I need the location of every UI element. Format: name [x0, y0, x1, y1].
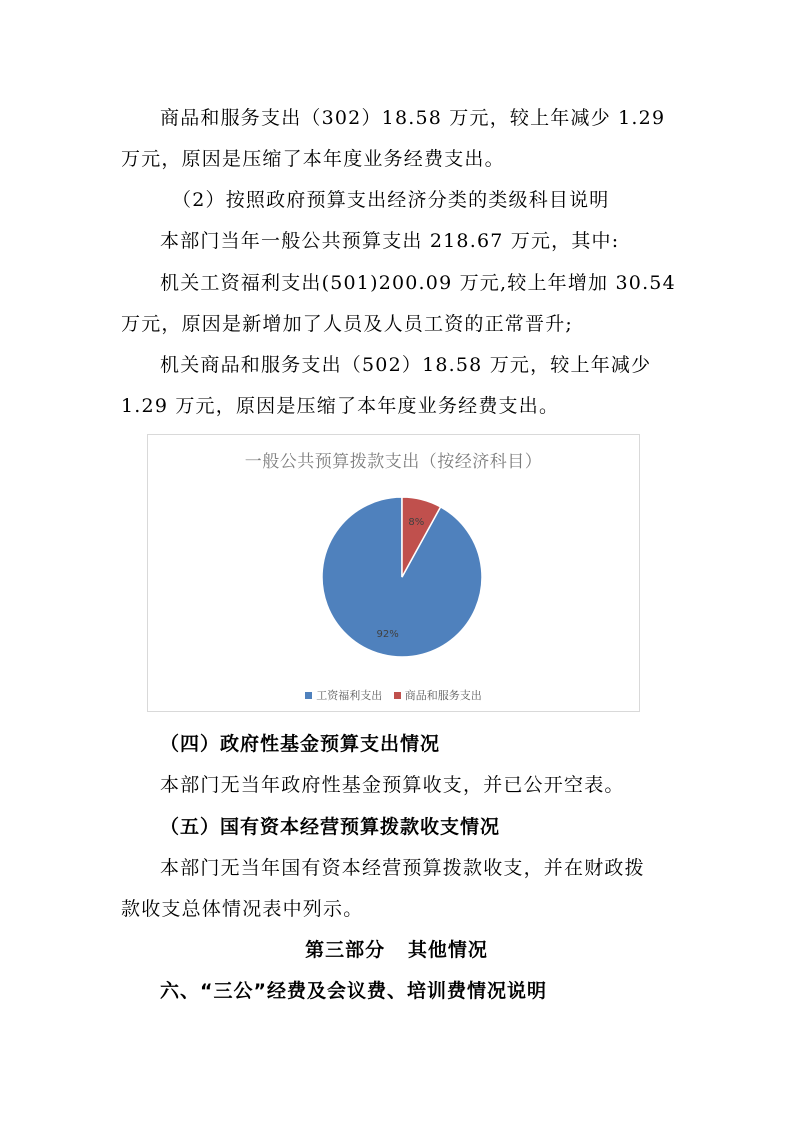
section4-heading: （四）政府性基金预算支出情况 — [160, 733, 441, 755]
legend-swatch-wages — [305, 692, 312, 699]
section5-body-line2: 款收支总体情况表中列示。 — [121, 898, 364, 920]
pie-label-goods: 8% — [408, 517, 425, 529]
p1-line2: 万元，原因是压缩了本年度业务经费支出。 — [121, 148, 505, 170]
section5-body-line1: 本部门无当年国有资本经营预算拨款收支，并在财政拨 — [160, 857, 645, 879]
pie-chart-plot — [148, 435, 639, 711]
p1-line1: 商品和服务支出（302）18.58 万元，较上年减少 1.29 — [160, 107, 666, 129]
p5-line2: 1.29 万元，原因是压缩了本年度业务经费支出。 — [121, 395, 560, 417]
legend-item-goods — [394, 687, 482, 703]
pie-label-wages: 92% — [376, 628, 399, 640]
legend-swatch-goods — [394, 692, 401, 699]
p3-line1: 本部门当年一般公共预算支出 218.67 万元，其中: — [160, 230, 620, 252]
p4-line1: 机关工资福利支出(501)200.09 万元,较上年增加 30.54 — [160, 272, 676, 294]
legend-item-wages — [305, 687, 382, 703]
legend-label-goods: 商品和服务支出 — [404, 689, 482, 702]
pie-chart — [147, 434, 640, 712]
chart-title: 一般公共预算拨款支出（按经济科目） — [244, 452, 543, 472]
section5-heading: （五）国有资本经营预算拨款收支情况 — [160, 816, 501, 838]
section4-body: 本部门无当年政府性基金预算收支，并已公开空表。 — [160, 774, 625, 796]
part3-subheading: 六、“三公”经费及会议费、培训费情况说明 — [160, 980, 547, 1002]
p2-line1: （2）按照政府预算支出经济分类的类级科目说明 — [172, 189, 610, 211]
chart-legend — [148, 687, 639, 703]
part3-heading: 第三部分 其他情况 — [305, 939, 488, 961]
p4-line2: 万元，原因是新增加了人员及人员工资的正常晋升; — [121, 313, 574, 335]
legend-label-wages: 工资福利支出 — [316, 689, 383, 702]
p5-line1: 机关商品和服务支出（502）18.58 万元，较上年减少 — [160, 354, 652, 376]
